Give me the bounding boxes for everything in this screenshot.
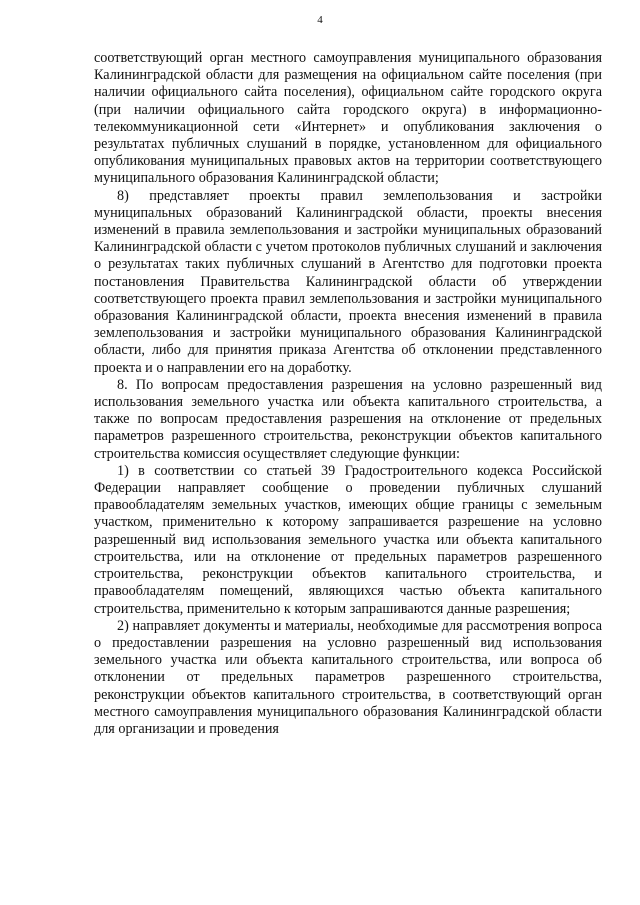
page-number: 4 [317,14,323,26]
paragraph-continuation: соответствующий орган местного самоуправления муниципального образования Калининградской области для размещения на официальном сайте поселения (при наличии официального сайта поселения), официальном сайте городского округа (при наличии официального сайта городского округа) в информационно-телекоммуникационной сети «Интернет» и опубликования заключения о результатах публичных слушаний в порядке, установленном для официального опубликования муниципальных правовых актов на территории соответствующего муниципального образования Калининградской области; [94,50,602,187]
paragraph-item-1: 1) в соответствии со статьей 39 Градостроительного кодекса Российской Федерации направляет сообщение о проведении публичных слушаний правообладателям земельных участков, имеющих общие границы с земельным участком, применительно к которому запрашивается разрешение на условно разрешенный вид использования земельного участка или объекта капитального строительства, или на отклонение от предельных параметров разрешенного строительства, реконструкции объектов капитального строительства, и правообладателям помещений, являющихся частью объекта капитального строительства, применительно к которым запрашиваются данные разрешения; [94,462,602,617]
paragraph-section-8: 8. По вопросам предоставления разрешения на условно разрешенный вид использования земельного участка или объекта капитального строительства, а также по вопросам предоставления разрешения на отклонение от предельных параметров разрешенного строительства, реконструкции объектов капитального строительства комиссия осуществляет следующие функции: [94,376,602,462]
paragraph-item-2: 2) направляет документы и материалы, необходимые для рассмотрения вопроса о предоставлении разрешения на условно разрешенный вид использования земельного участка или объекта капитального строительства, или вопроса об отклонении от предельных параметров разрешенного строительства, реконструкции объектов капитального строительства, в соответствующий орган местного самоуправления муниципального образования Калининградской области для организации и проведения [94,617,602,737]
paragraph-item-8-rules: 8) представляет проекты правил землепользования и застройки муниципальных образований Калининградской области, проекты внесения изменений в правила землепользования и застройки муниципальных образований Калининградской области с учетом протоколов публичных слушаний и заключения о результатах таких публичных слушаний в Агентство для подготовки проекта постановления Правительства Калининградской области об утверждении соответствующего проекта правил землепользования и застройки муниципального образования Калининградской области, проекта внесения изменений в правила землепользования и застройки муниципального образования Калининградской области, либо для принятия приказа Агентства об отклонении представленного проекта и о направлении его на доработку. [94,187,602,376]
document-body [94,50,602,738]
